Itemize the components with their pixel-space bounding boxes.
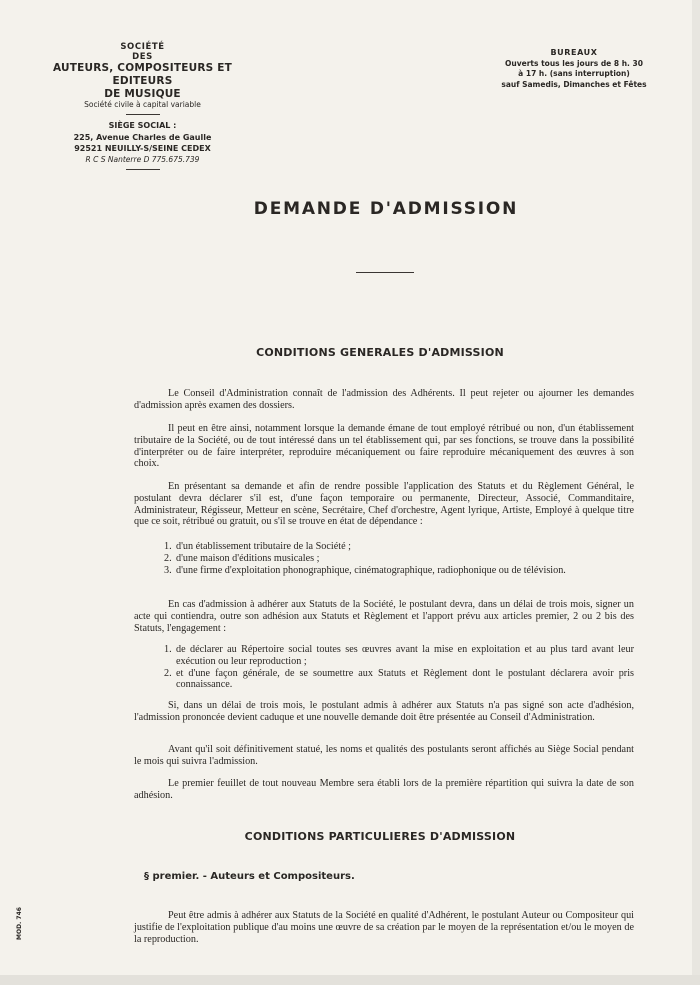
paragraph-label: § premier. - Auteurs et Compositeurs. — [144, 871, 355, 882]
paragraph-5-text: Si, dans un délai de trois mois, le postulant admis à adhérer aux Statuts n'a pas signé son acte d'adhésion, l'admission prononcée devient caduque et une nouvelle demande doit être présentée au Conseil d'Administration. — [134, 700, 634, 723]
offices-line2: à 17 h. (sans interruption) — [518, 69, 630, 79]
paragraph-3 — [134, 481, 634, 528]
list-item: 2. et d'une façon générale, de se soumettre aux Statuts et Règlement dont le postulant déclarera avoir pris connaissance. — [164, 667, 634, 691]
letterhead — [40, 42, 245, 175]
offices-line1: Ouverts tous les jours de 8 h. 30 — [505, 58, 643, 68]
address-line2: 92521 NEUILLY-S/SEINE CEDEX — [74, 144, 211, 154]
society-name2: DE MUSIQUE — [104, 87, 181, 100]
document-title: DEMANDE D'ADMISSION — [253, 199, 519, 219]
address-line1: 225, Avenue Charles de Gaulle — [73, 132, 212, 142]
paragraph-3-text: En présentant sa demande et afin de rendre possible l'application des Statuts et du Règlement Général, le postulant devra déclarer s'il est, d'une façon temporaire ou permanente, Directeur, Associé, Commanditaire, Administrateur, Régisseur, Metteur en scène, Secrétaire, Chef d'orchestre, Agent lyrique, Artiste, Employé à quelque titre que ce soit, rétribué ou gratuit, ou s'il se trouve en état de dépendance : — [134, 481, 634, 528]
paragraph-2 — [134, 423, 634, 470]
office-hours — [500, 47, 648, 91]
paragraph-2-text: Il peut en être ainsi, notamment lorsque la demande émane de tout employé rétribué ou non, d'un établissement tributaire de la Société, ou de tout intéressé dans un tel établissement qui, par ses fonctions, se trouve dans la possibilité d'interpréter ou de faire interpréter, reproduire mécaniquement ou faire reproduire mécaniquement des œuvres à son choix. — [134, 423, 634, 470]
paragraph-4 — [134, 599, 634, 634]
paragraph-7 — [134, 778, 634, 802]
section1-heading: CONDITIONS GENERALES D'ADMISSION — [256, 346, 504, 359]
list-2 — [134, 644, 634, 691]
title-underline — [356, 272, 414, 273]
paragraph-6 — [134, 744, 634, 768]
page-edge-bottom — [0, 975, 700, 985]
letterhead-divider-bottom — [126, 169, 160, 170]
offices-line3: sauf Samedis, Dimanches et Fêtes — [501, 80, 647, 90]
society-line2: DES — [132, 52, 153, 63]
paragraph-5 — [134, 700, 634, 724]
model-reference: MOD. 746 — [16, 907, 23, 940]
paragraph-1-text: Le Conseil d'Administration connaît de l'admission des Adhérents. Il peut rejeter ou ajourner les demandes d'admission après examen des dossiers. — [134, 388, 634, 411]
letterhead-divider — [126, 114, 160, 115]
list-item: 1. d'un établissement tributaire de la Société ; — [164, 541, 351, 552]
paragraph-6-text: Avant qu'il soit définitivement statué, les noms et qualités des postulants seront affichés au Siège Social pendant le mois qui suivra l'admission. — [134, 744, 634, 767]
paragraph-4-text: En cas d'admission à adhérer aux Statuts de la Société, le postulant devra, dans un délai de trois mois, signer un acte qui contiendra, outre son adhésion aux Statuts et Règlement et l'apport prévu aux articles premier, 2 ou 2 bis des Statuts, l'engagement : — [134, 599, 634, 634]
society-type: Société civile à capital variable — [84, 100, 201, 110]
section2-heading: CONDITIONS PARTICULIERES D'ADMISSION — [244, 830, 516, 843]
society-line1: SOCIÉTÉ — [120, 42, 165, 52]
rcs-number: R C S Nanterre D 775.675.739 — [85, 154, 200, 164]
offices-title: BUREAUX — [550, 48, 598, 57]
list-item: 3. d'une firme d'exploitation phonographique, cinématographique, radiophonique ou de télévision. — [164, 564, 566, 576]
paragraph-8 — [134, 910, 634, 945]
paragraph-8-text: Peut être admis à adhérer aux Statuts de la Société en qualité d'Adhérent, le postulant Auteur ou Compositeur qui justifie de l'exploitation publique d'au moins une œuvre de sa création par le moyen de la représentation et/ou le moyen de la reproduction. — [134, 910, 634, 945]
list-item: 2. d'une maison d'éditions musicales ; — [164, 552, 320, 564]
paragraph-7-text: Le premier feuillet de tout nouveau Membre sera établi lors de la première répartition qui suivra la date de son adhésion. — [134, 778, 634, 801]
list-item: 1. de déclarer au Répertoire social toutes ses œuvres avant la mise en exploitation et au plus tard avant leur exécution ou leur reproduction ; — [164, 644, 634, 667]
society-name: AUTEURS, COMPOSITEURS ET EDITEURS — [53, 62, 232, 87]
list-1 — [134, 541, 634, 576]
paragraph-1 — [134, 388, 634, 412]
seat-label: SIÈGE SOCIAL : — [108, 121, 177, 131]
